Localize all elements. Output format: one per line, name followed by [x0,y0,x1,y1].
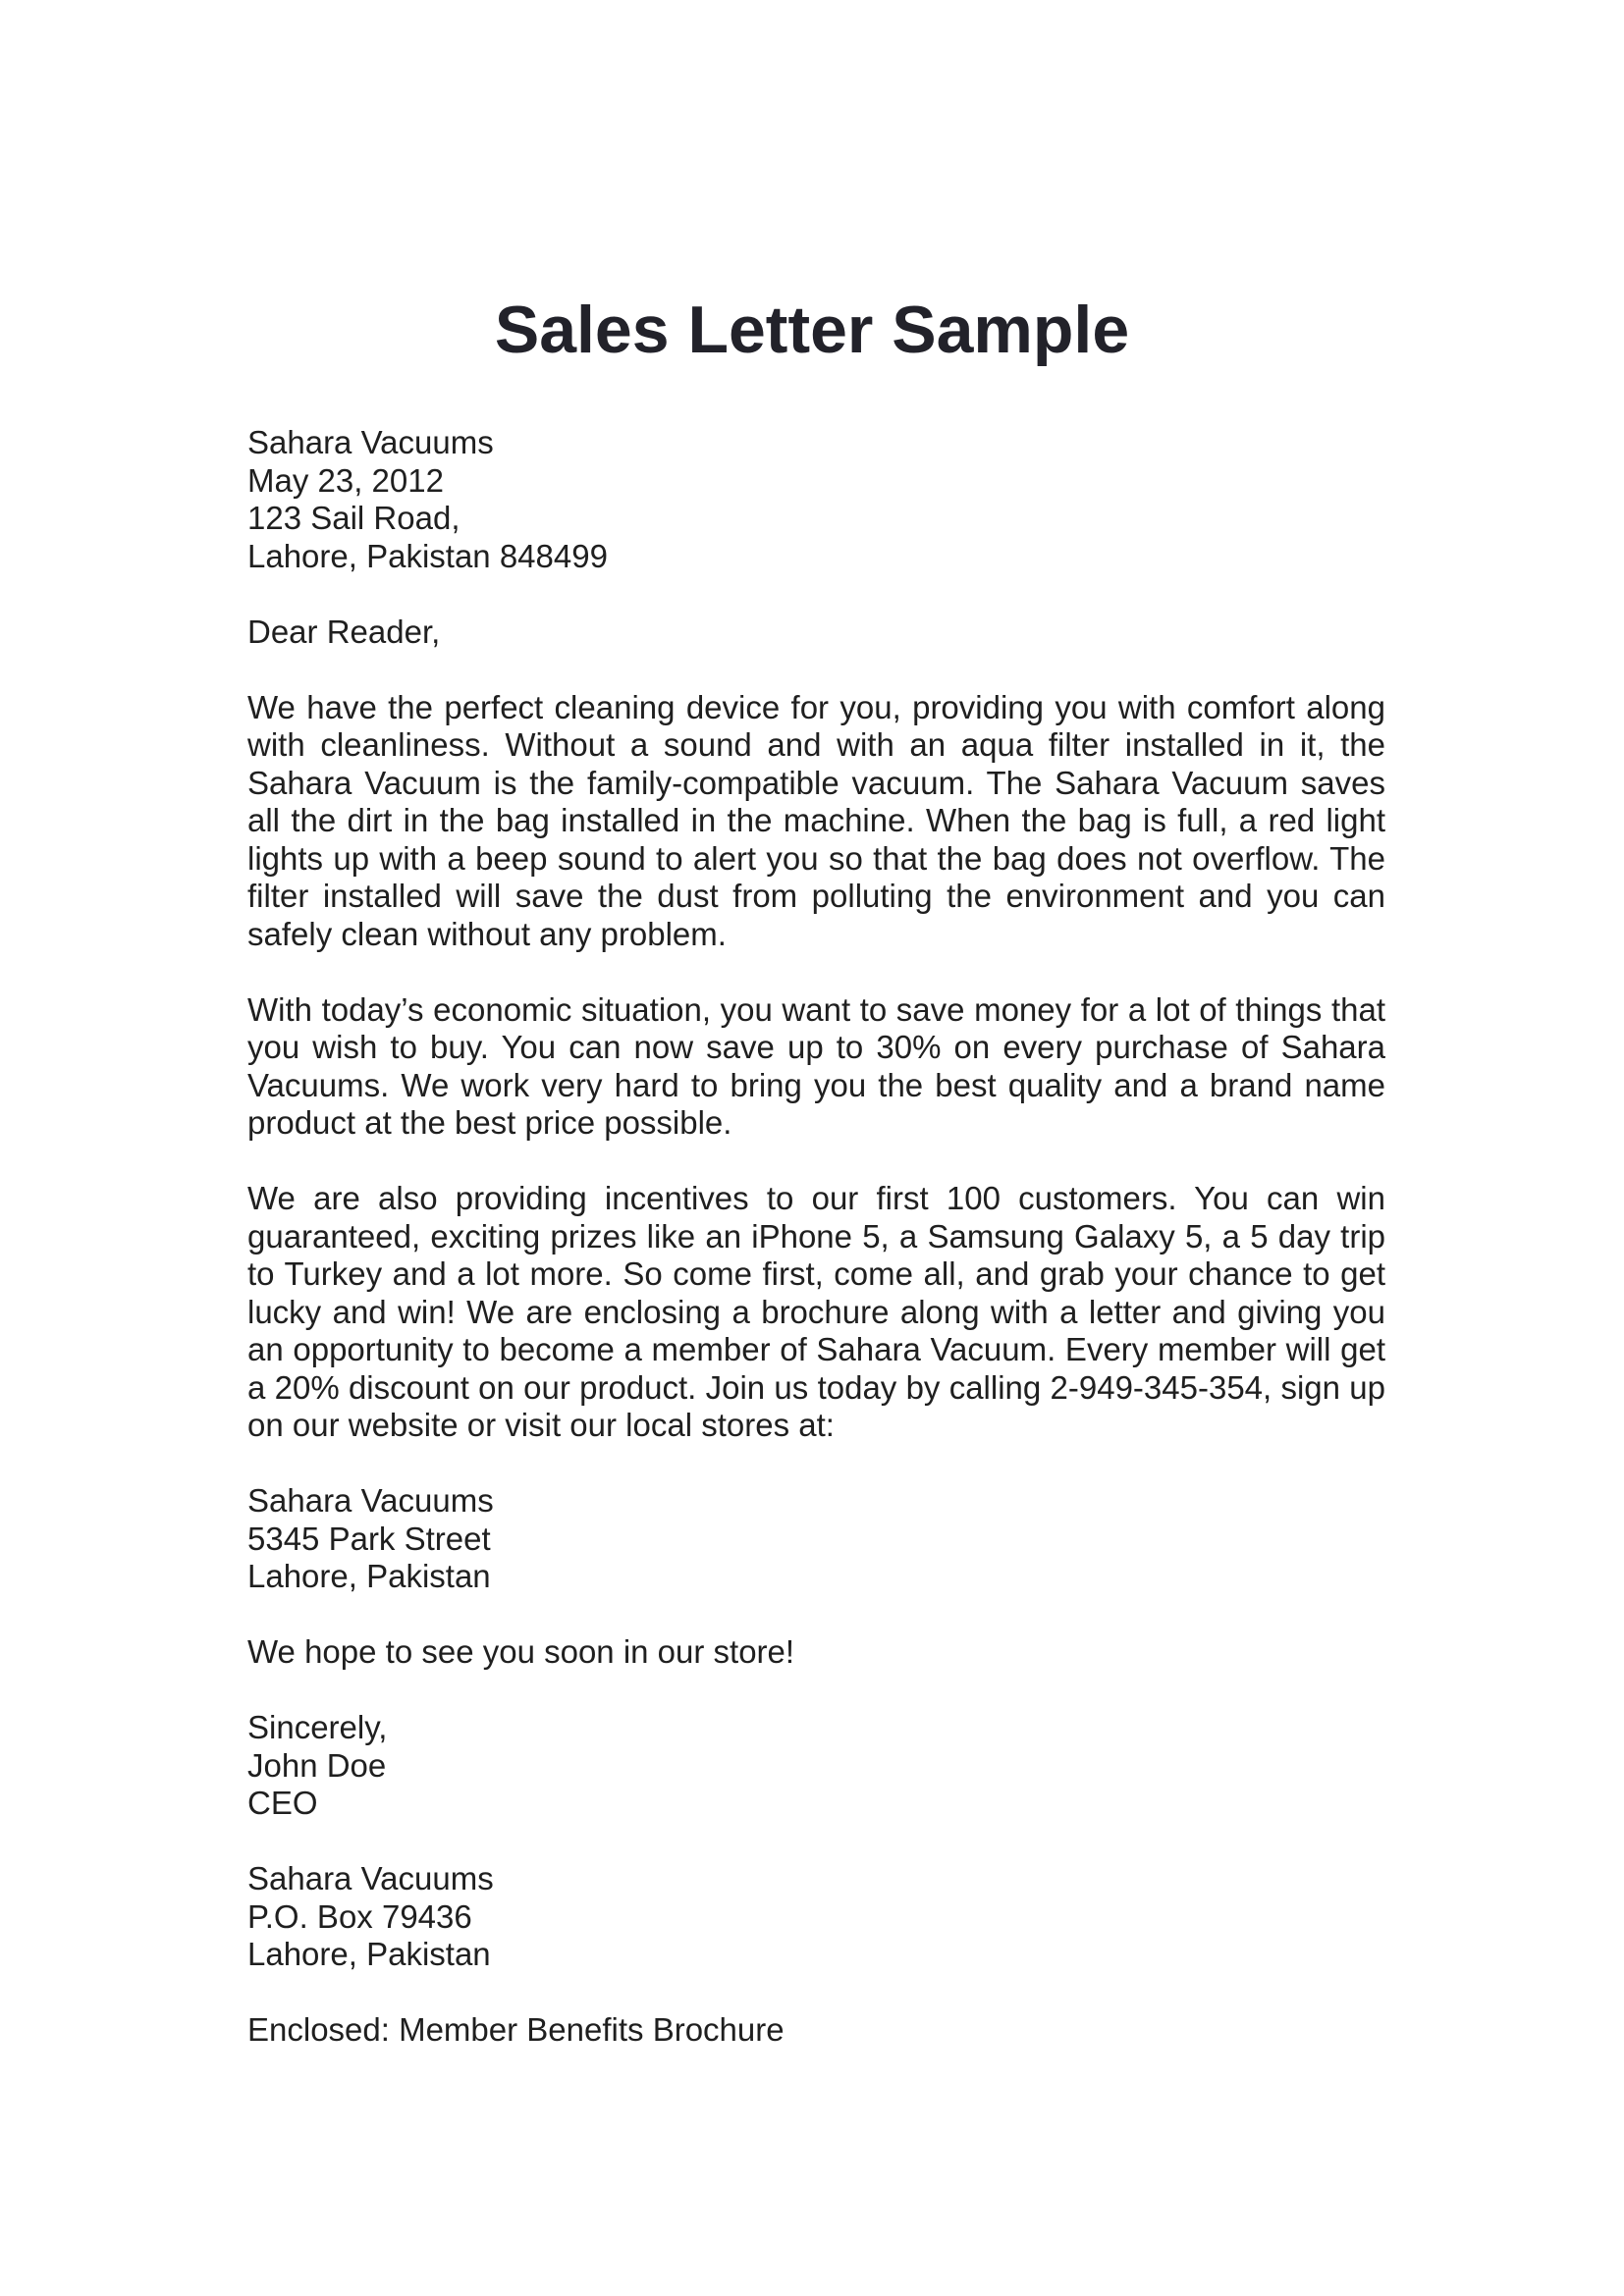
enclosure-block [247,2011,1385,2050]
footer-address-block [247,1860,1385,1974]
sender-block [247,424,1385,575]
signer-position: CEO [247,1785,318,1821]
letter-date: May 23, 2012 [247,461,444,499]
letter-body [247,424,1385,2087]
closing-line-block [247,1633,1385,1672]
footer-city: Lahore, Pakistan [247,1936,491,1972]
footer-company: Sahara Vacuums [247,1860,494,1896]
store-address-block [247,1482,1385,1596]
sender-address-line2: Lahore, Pakistan 848499 [247,537,608,574]
salutation-text: Dear Reader, [247,613,441,650]
footer-po-box: P.O. Box 79436 [247,1897,472,1935]
paragraph-1: We have the perfect cleaning device for you, providing you with comfort along with cleanliness. Without a sound and with an aqua filter installed in it, the Sahara Vacuum is the family-compatible vacuum. The Sahara Vacuum saves all the dirt in the bag installed in the machine. When the bag is full, a red light lights up with a beep sound to alert you so that the bag does not overflow. The filter installed will save the dust from polluting the environment and you can safely clean without any problem. [247,688,1385,952]
salutation [247,614,1385,652]
page-title: Sales Letter Sample [494,293,1130,367]
closing-line: We hope to see you soon in our store! [247,1633,795,1670]
sender-company: Sahara Vacuums [247,424,494,460]
store-street: 5345 Park Street [247,1520,491,1557]
sender-address-line1: 123 Sail Road, [247,500,460,536]
valediction: Sincerely, [247,1709,388,1745]
enclosure-note: Enclosed: Member Benefits Brochure [247,2011,785,2048]
store-city: Lahore, Pakistan [247,1558,491,1594]
signer-name: John Doe [247,1746,387,1784]
paragraph-2: With today’s economic situation, you want to save money for a lot of things that you wish to buy. You can now save up to 30% on every purchase of Sahara Vacuums. We work very hard to bring you the best quality and a brand name product at the best price possible. [247,990,1385,1141]
paragraph-3: We are also providing incentives to our first 100 customers. You can win guaranteed, exciting prizes like an iPhone 5, a Samsung Galaxy 5, a 5 day trip to Turkey and a lot more. So come first, come all, and grab your chance to get lucky and win! We are enclosing a brochure along with a letter and giving you an opportunity to become a member of Sahara Vacuum. Every member will get a 20% discount on our product. Join us today by calling 2-949-345-354, sign up on our website or visit our local stores at: [247,1180,1385,1443]
store-company: Sahara Vacuums [247,1482,494,1519]
signoff-block [247,1709,1385,1823]
